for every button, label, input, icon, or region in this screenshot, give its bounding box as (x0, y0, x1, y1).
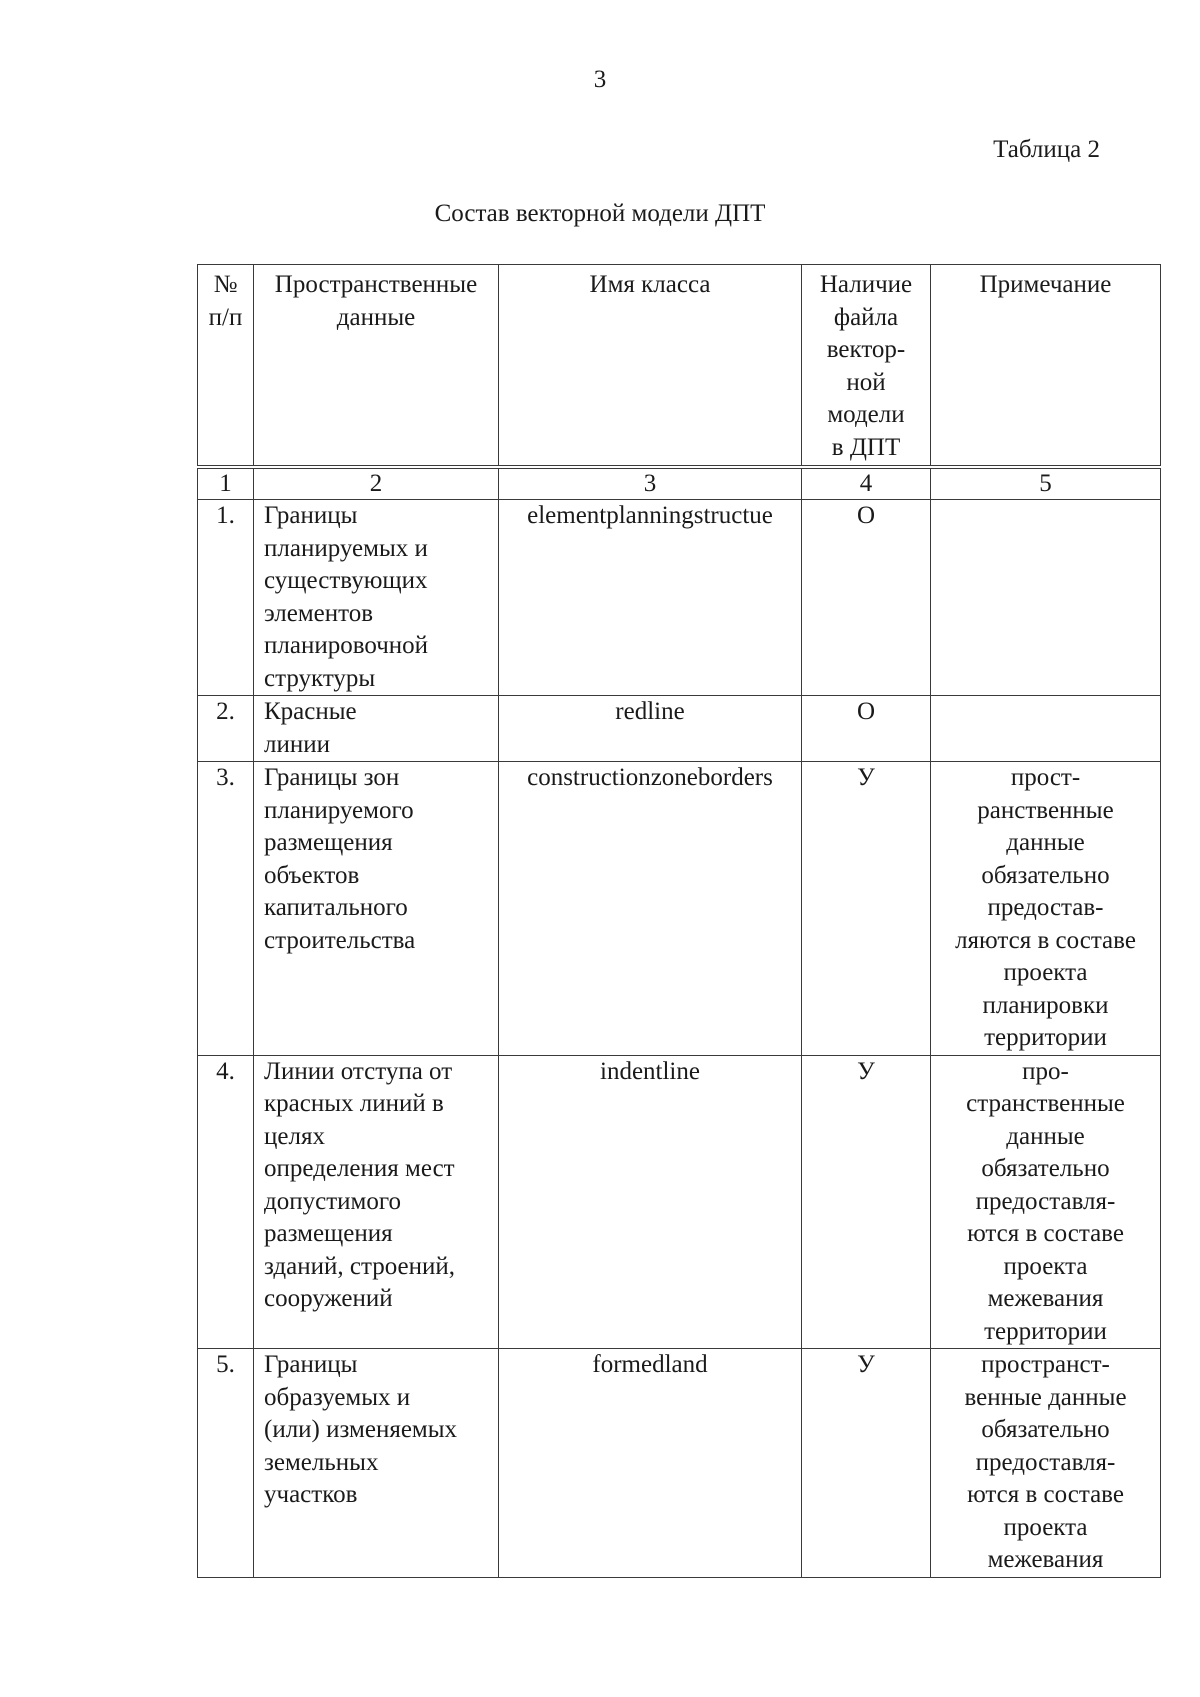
table-row (198, 500, 1161, 696)
header-file-presence: Наличие файла вектор- ной модели в ДПТ (802, 265, 931, 468)
row-class-name: formedland (499, 1349, 802, 1578)
row-number: 3. (198, 762, 254, 1056)
row-file-presence: У (802, 1055, 931, 1349)
table-label: Таблица 2 (993, 136, 1100, 163)
row-note (931, 696, 1161, 762)
page-number: 3 (593, 66, 607, 93)
row-spatial-data: Границы планируемых и существующих элементов планировочной структуры (254, 500, 499, 696)
table-row (198, 1349, 1161, 1578)
row-note: про- странственные данные обязательно предоставля- ются в составе проекта межевания территории (931, 1055, 1161, 1349)
row-file-presence: У (802, 762, 931, 1056)
vector-model-table (197, 264, 1161, 1578)
table-header-row (198, 265, 1161, 468)
header-class-name: Имя класса (499, 265, 802, 468)
header-number: № п/п (198, 265, 254, 468)
table-title: Состав векторной модели ДПТ (434, 200, 766, 227)
column-number: 3 (499, 467, 802, 500)
row-spatial-data: Границы образуемых и (или) изменяемых земельных участков (254, 1349, 499, 1578)
row-class-name: redline (499, 696, 802, 762)
table-row (198, 696, 1161, 762)
column-number: 4 (802, 467, 931, 500)
row-class-name: elementplanningstructue (499, 500, 802, 696)
table-row (198, 1055, 1161, 1349)
table-row (198, 762, 1161, 1056)
row-note (931, 500, 1161, 696)
row-note: прост- ранственные данные обязательно предостав- ляются в составе проекта планировки территории (931, 762, 1161, 1056)
row-number: 4. (198, 1055, 254, 1349)
column-number: 5 (931, 467, 1161, 500)
row-spatial-data: Линии отступа от красных линий в целях определения мест допустимого размещения зданий, строений, сооружений (254, 1055, 499, 1349)
row-class-name: constructionzoneborders (499, 762, 802, 1056)
row-number: 2. (198, 696, 254, 762)
row-file-presence: О (802, 500, 931, 696)
row-note: пространст- венные данные обязательно предоставля- ются в составе проекта межевания (931, 1349, 1161, 1578)
row-spatial-data: Красные линии (254, 696, 499, 762)
header-spatial-data: Пространственные данные (254, 265, 499, 468)
row-number: 1. (198, 500, 254, 696)
column-numbering-row (198, 467, 1161, 500)
column-number: 2 (254, 467, 499, 500)
row-file-presence: О (802, 696, 931, 762)
row-number: 5. (198, 1349, 254, 1578)
column-number: 1 (198, 467, 254, 500)
header-note: Примечание (931, 265, 1161, 468)
row-spatial-data: Границы зон планируемого размещения объектов капитального строительства (254, 762, 499, 1056)
row-class-name: indentline (499, 1055, 802, 1349)
row-file-presence: У (802, 1349, 931, 1578)
